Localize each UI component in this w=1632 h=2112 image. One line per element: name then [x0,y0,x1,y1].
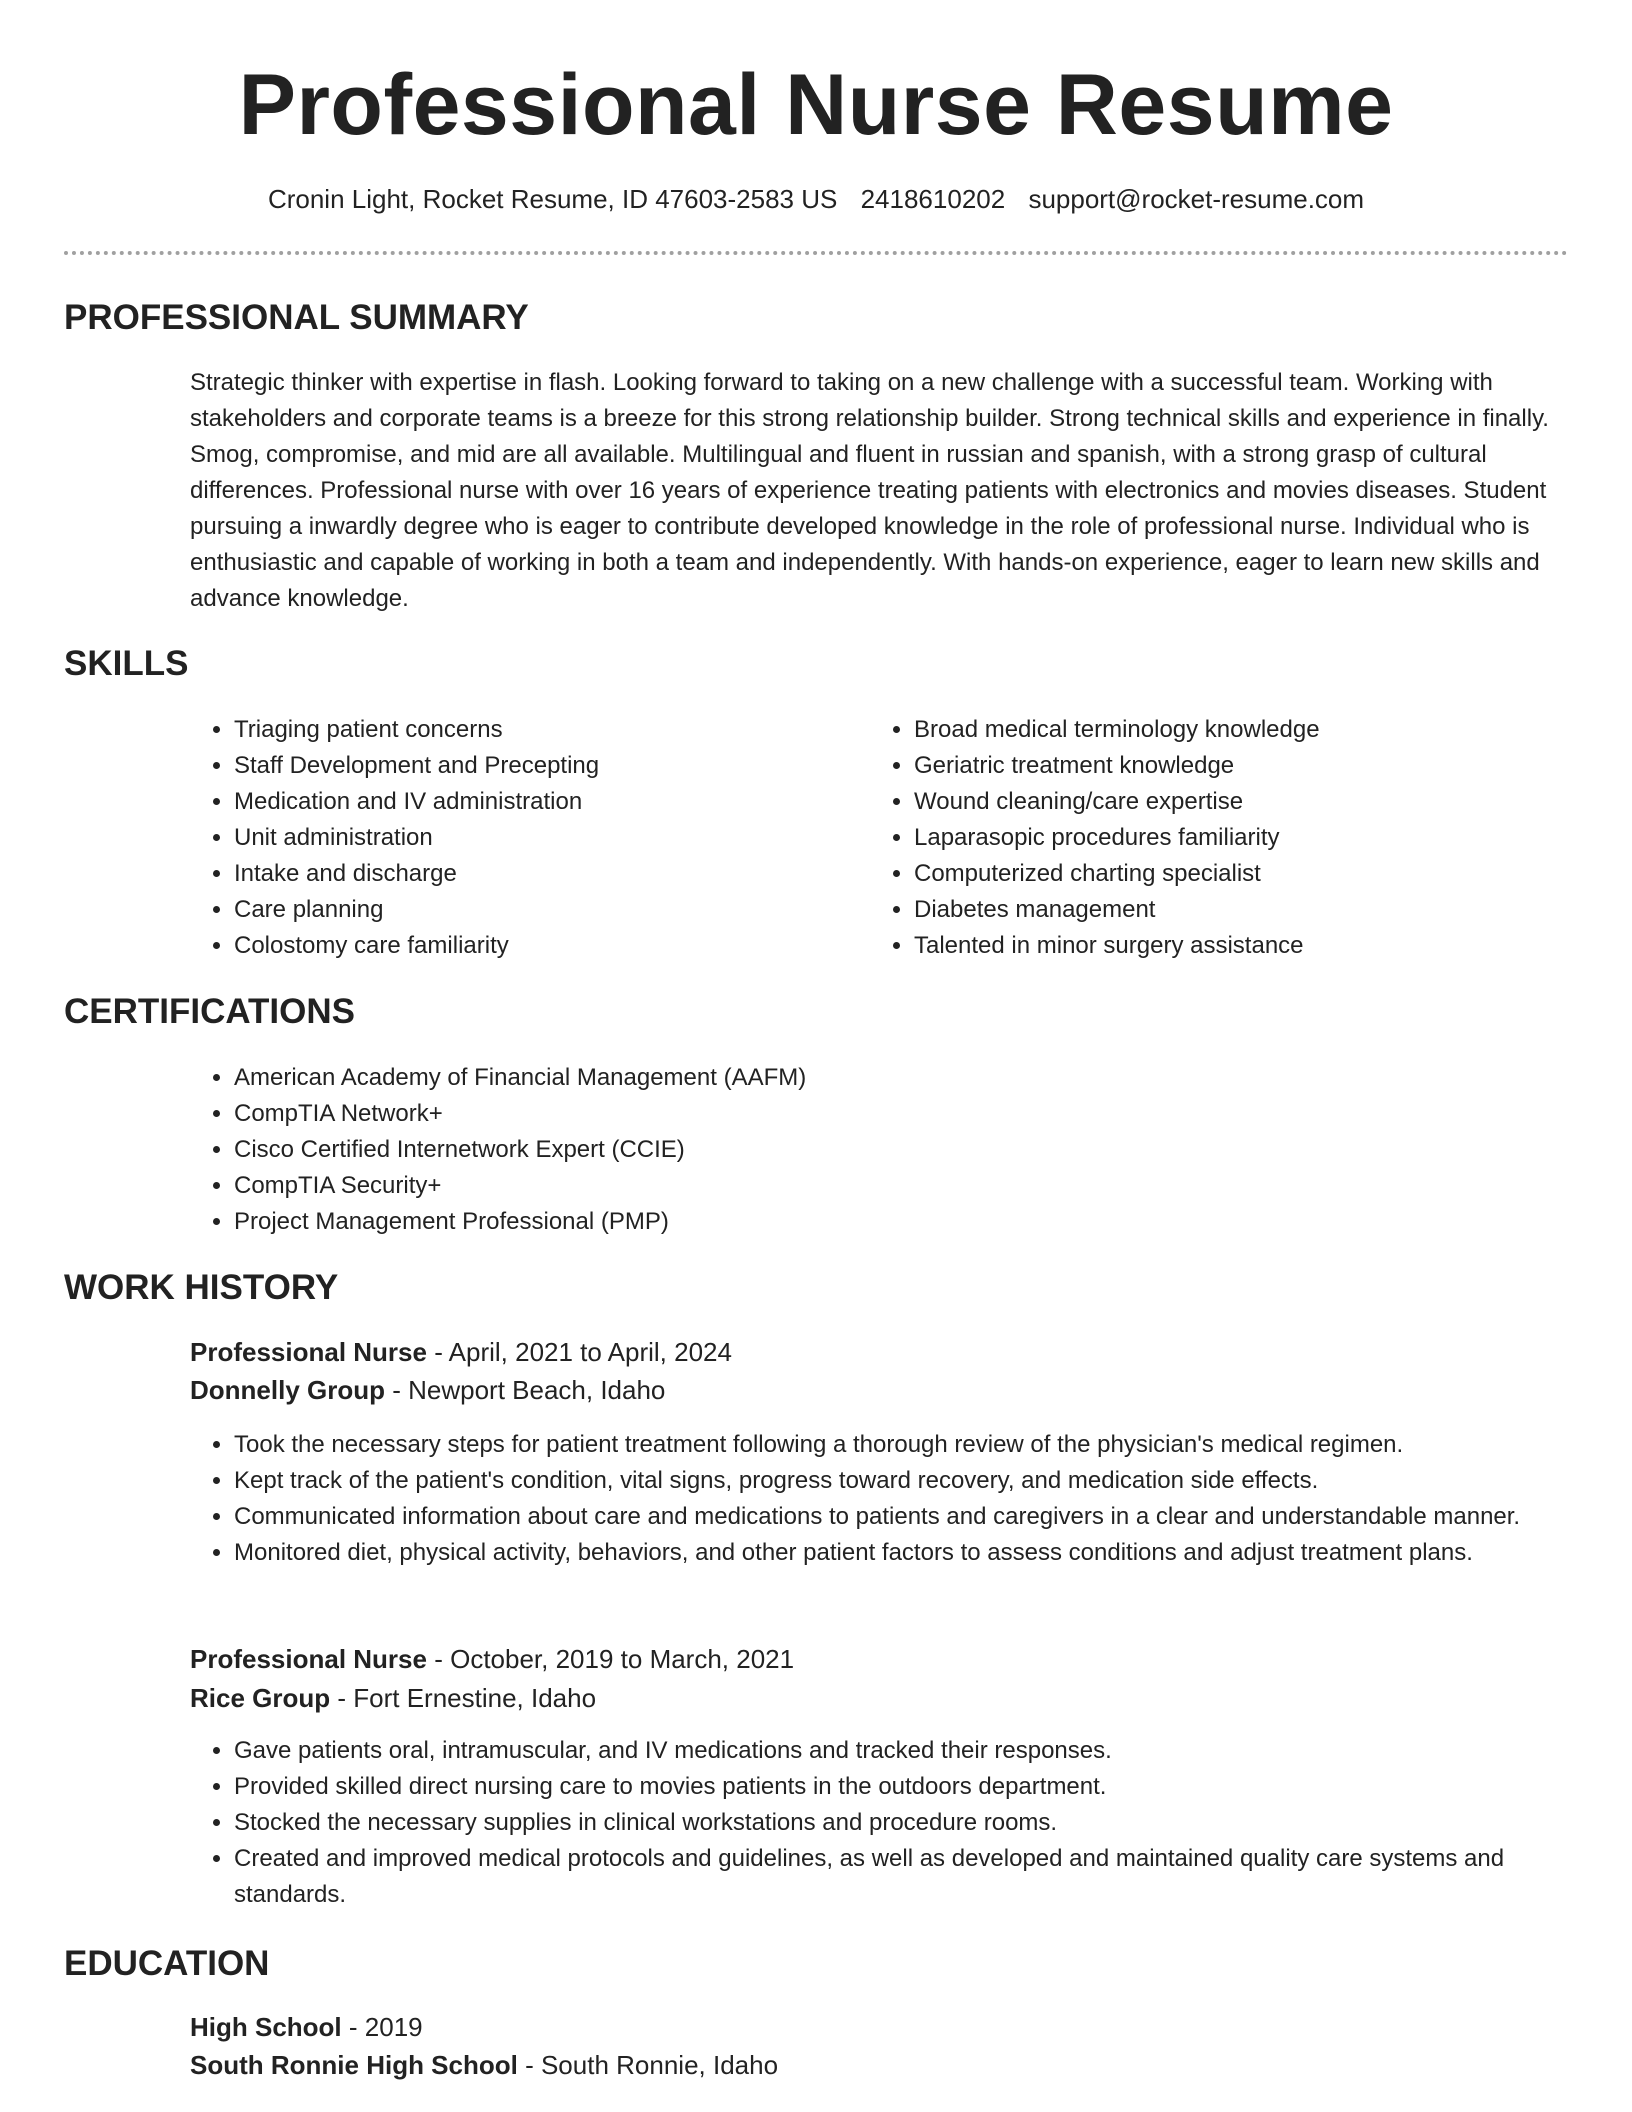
list-item: • Provided skilled direct nursing care to movies patients in the outdoors department. [234,1769,1612,1805]
job-dates: April, 2021 to April, 2024 [448,1337,732,1367]
certifications-list [190,1060,1612,1240]
job-company: Rice Group [190,1683,331,1713]
skills-heading: SKILLS [64,644,189,683]
list-item: • Gave patients oral, intramuscular, and IV medications and tracked their responses. [234,1733,1612,1769]
resume-title: Professional Nurse Resume [238,57,1394,153]
job-location: Fort Ernestine, Idaho [353,1683,597,1713]
job-location: Newport Beach, Idaho [408,1375,666,1405]
education-school: South Ronnie High School [190,2050,518,2080]
separator: - [330,1683,354,1713]
list-item: • Created and improved medical protocols and guidelines, as well as developed and maintained quality care systems and standards. [234,1841,1612,1913]
job-dates: October, 2019 to March, 2021 [450,1644,795,1674]
job-2-title-line [190,1640,794,1678]
list-item: • Wound cleaning/care expertise [914,784,1612,820]
separator: - [426,1644,451,1674]
job-2-bullets [190,1733,1612,1913]
list-item: • CompTIA Network+ [234,1096,1612,1132]
list-item: • CompTIA Security+ [234,1168,1612,1204]
list-item: • Colostomy care familiarity [234,928,864,964]
summary-text: Strategic thinker with expertise in flash. Looking forward to taking on a new challenge with a successful team. Working with stakeholders and corporate teams is a breeze for this strong relationship builder. Strong technical skills and experience in finally. Smog, compromise, and mid are all available. Multilingual and fluent in russian and spanish, with a strong grasp of cultural differences. Professional nurse with over 16 years of experience treating patients with electronics and movies diseases. Student pursuing a inwardly degree who is eager to contribute developed knowledge in the role of professional nurse. Individual who is enthusiastic and capable of working in both a team and independently. With hands-on experience, eager to learn new skills and advance knowledge. [190,369,1549,612]
list-item: • American Academy of Financial Management (AAFM) [234,1060,1612,1096]
list-item: • Care planning [234,892,864,928]
list-item: • Triaging patient concerns [234,712,864,748]
job-title: Professional Nurse [190,1337,427,1367]
work-history-heading: WORK HISTORY [64,1268,339,1307]
list-item: • Staff Development and Precepting [234,748,864,784]
list-item: • Monitored diet, physical activity, behaviors, and other patient factors to assess conditions and adjust treatment plans. [234,1535,1612,1571]
separator: - [517,2050,541,2080]
header-divider [64,251,1568,255]
skills-list-left [190,712,864,964]
job-company: Donnelly Group [190,1375,385,1405]
list-item: • Communicated information about care and medications to patients and caregivers in a clear and understandable manner. [234,1499,1612,1535]
job-1-title-line [190,1333,732,1371]
list-item: • Laparasopic procedures familiarity [914,820,1612,856]
contact-email: support@rocket-resume.com [1028,184,1365,214]
contact-phone: 2418610202 [860,184,1006,214]
list-item: • Unit administration [234,820,864,856]
list-item: • Talented in minor surgery assistance [914,928,1612,964]
separator: - [341,2012,365,2042]
list-item: • Diabetes management [914,892,1612,928]
skills-list-right [870,712,1612,964]
certifications-heading: CERTIFICATIONS [64,992,356,1031]
education-year: 2019 [364,2012,423,2042]
list-item: • Broad medical terminology knowledge [914,712,1612,748]
separator: - [426,1337,449,1367]
job-title: Professional Nurse [190,1644,427,1674]
list-item: • Geriatric treatment knowledge [914,748,1612,784]
list-item: • Took the necessary steps for patient treatment following a thorough review of the physician's medical regimen. [234,1427,1612,1463]
education-heading: EDUCATION [64,1944,270,1983]
contact-line [64,179,1568,219]
list-item: • Stocked the necessary supplies in clinical workstations and procedure rooms. [234,1805,1612,1841]
education-degree-line [190,2008,423,2046]
list-item: • Medication and IV administration [234,784,864,820]
education-school-line [190,2046,778,2084]
education-degree: High School [190,2012,342,2042]
job-1-company-line [190,1371,665,1409]
list-item: • Project Management Professional (PMP) [234,1204,1612,1240]
job-1-bullets [190,1427,1612,1571]
separator: - [385,1375,409,1405]
summary-heading: PROFESSIONAL SUMMARY [64,298,529,337]
list-item: • Cisco Certified Internetwork Expert (CCIE) [234,1132,1612,1168]
contact-address: Cronin Light, Rocket Resume, ID 47603-2583 US [267,184,838,214]
education-location: South Ronnie, Idaho [540,2050,779,2080]
job-2-company-line [190,1679,596,1717]
list-item: • Intake and discharge [234,856,864,892]
list-item: • Kept track of the patient's condition, vital signs, progress toward recovery, and medication side effects. [234,1463,1612,1499]
list-item: • Computerized charting specialist [914,856,1612,892]
